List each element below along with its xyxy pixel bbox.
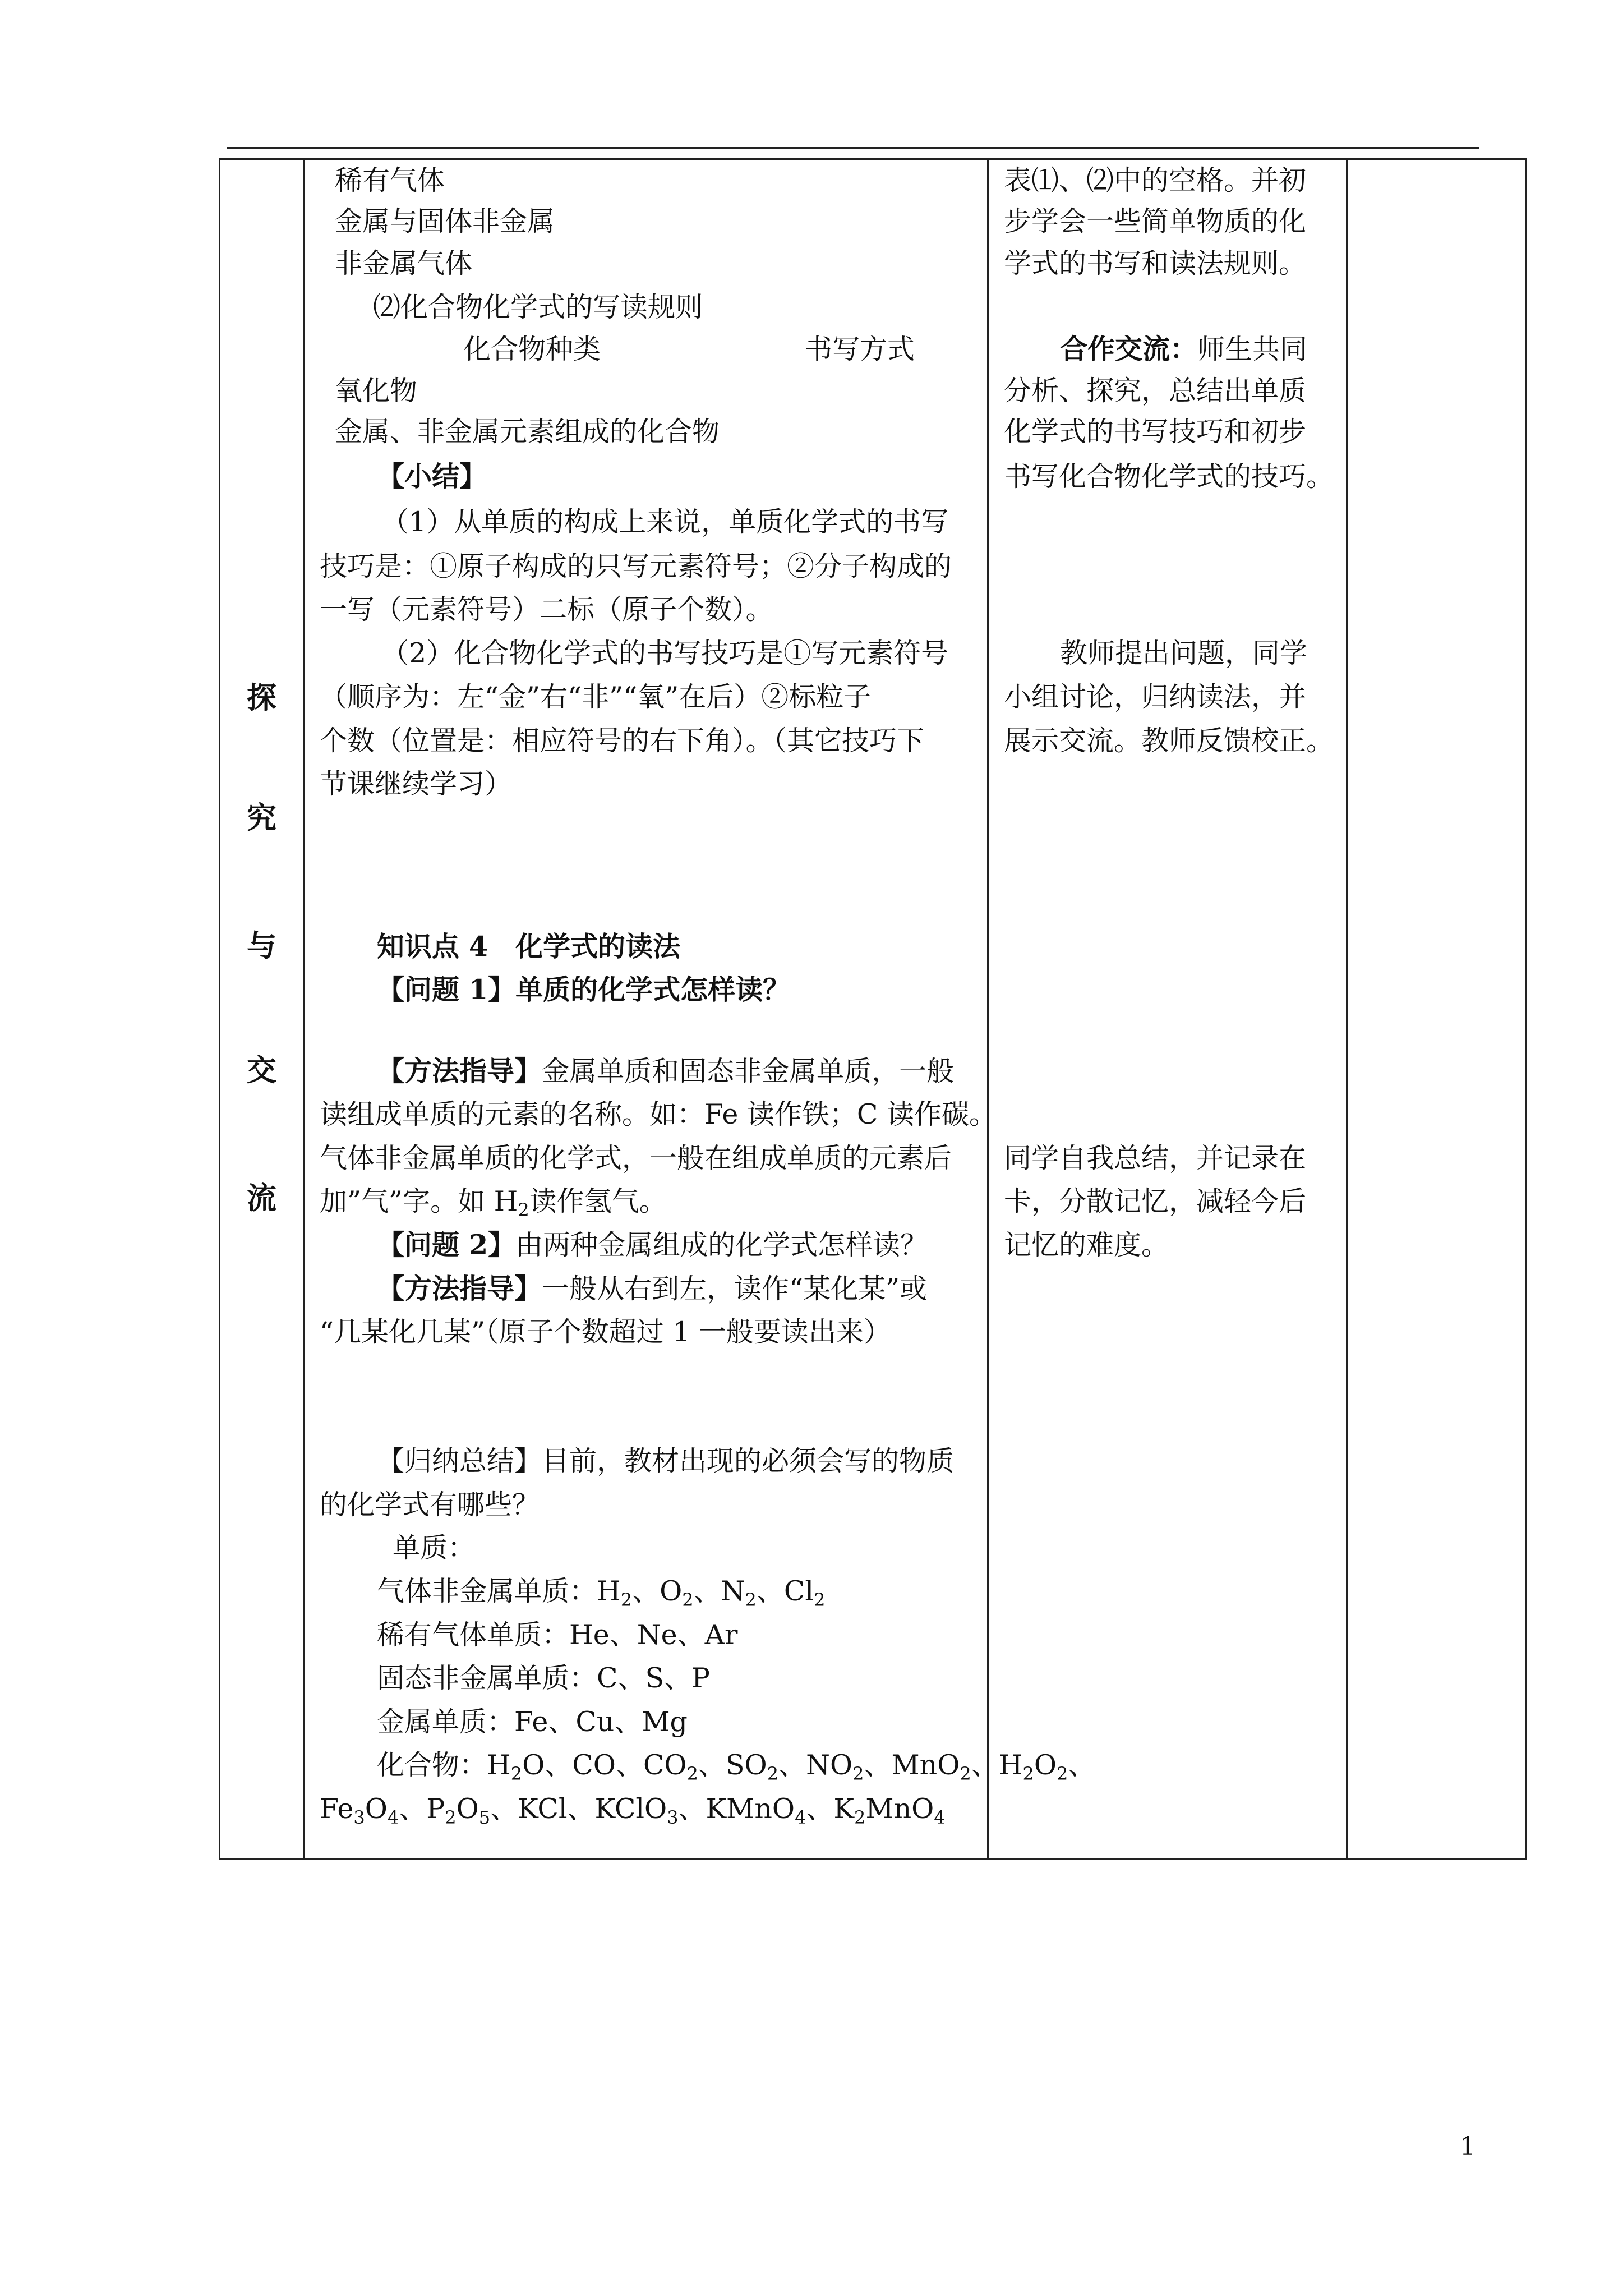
text-line: 化学式的书写技巧和初步 xyxy=(1004,416,1307,448)
text-line: ⑵化合物化学式的写读规则 xyxy=(373,291,703,323)
text-line: 一写（元素符号）二标（原子个数）。 xyxy=(320,593,773,625)
text-line: 书写化合物化学式的技巧。 xyxy=(1004,461,1334,493)
text-span: 化合物： xyxy=(377,1749,487,1781)
text-line: 金属单质：Fe、Cu、Mg xyxy=(377,1706,688,1738)
text-span: 加”气”字。如 H xyxy=(320,1185,518,1217)
text-line: 节课继续学习） xyxy=(320,768,513,800)
cooperation-label: 合作交流： xyxy=(1060,333,1198,365)
side-label-char: 探 xyxy=(247,680,276,715)
subscript: 2 xyxy=(518,1199,529,1221)
text-line: 非金属气体 xyxy=(335,247,473,279)
method-guide-2 xyxy=(377,1272,928,1305)
page-number: 1 xyxy=(1460,2132,1476,2161)
text-line: 步学会一些简单物质的化 xyxy=(1004,205,1307,237)
text-span: 一般从右到左，读作“某化某”或 xyxy=(542,1273,928,1305)
text-line xyxy=(320,1185,667,1221)
text-line: 氧化物 xyxy=(335,375,418,407)
text-span: 读作氢气。 xyxy=(529,1185,667,1217)
text-line: 小组讨论，归纳读法，并 xyxy=(1004,681,1307,713)
side-label-char: 与 xyxy=(247,928,276,963)
column-divider xyxy=(303,158,305,1860)
header-rule xyxy=(227,147,1479,149)
column-divider xyxy=(1346,158,1348,1860)
question-1: 【问题 1】单质的化学式怎样读？ xyxy=(377,973,791,1006)
text-line: 同学自我总结，并记录在 xyxy=(1004,1142,1307,1174)
text-line: 展示交流。教师反馈校正。 xyxy=(1004,725,1334,757)
side-label-char: 交 xyxy=(247,1053,276,1088)
text-line: 读组成单质的元素的名称。如：Fe 读作铁；C 读作碳。 xyxy=(320,1098,997,1130)
text-line: 记忆的难度。 xyxy=(1004,1229,1169,1261)
compound-list: 化合物：$H_2O$、CO、$CO_2$、$SO_2$、$NO_2$、MnO$_2$、$H_2O_2$、 xyxy=(377,1749,1096,1784)
text-line: 卡，分散记忆，减轻今后 xyxy=(1004,1185,1307,1217)
text-line: 技巧是：①原子构成的只写元素符号；②分子构成的 xyxy=(320,550,952,582)
text-line: 分析、探究，总结出单质 xyxy=(1004,375,1307,407)
text-span: 由两种金属组成的化学式怎样读？ xyxy=(515,1229,928,1261)
text-line: （2）化合物化学式的书写技巧是①写元素符号 xyxy=(381,637,949,669)
text-line: 固态非金属单质：C、S、P xyxy=(377,1662,711,1694)
table-header-compound-type: 化合物种类 xyxy=(463,333,601,365)
text-line: 【归纳总结】目前，教材出现的必须会写的物质 xyxy=(377,1445,955,1477)
column-divider xyxy=(987,158,989,1860)
text-span: 气体非金属单质： xyxy=(377,1575,597,1607)
knowledge-point-title: 知识点 4 化学式的读法 xyxy=(377,930,681,963)
text-line: 的化学式有哪些？ xyxy=(320,1489,540,1521)
text-line: 个数（位置是：相应符号的右下角）。（其它技巧下 xyxy=(320,725,925,757)
text-span: 师生共同 xyxy=(1197,333,1308,365)
compound-list-cont: $Fe_3O_4$、$P_2O_5$、KCl、KClO$_3$、KMnO$_4$、$K_2MnO_4$ xyxy=(320,1793,946,1828)
method-guide-label: 【方法指导】 xyxy=(377,1055,542,1087)
text-line: 单质： xyxy=(393,1532,476,1564)
method-guide-1 xyxy=(377,1057,954,1085)
summary-heading: 【小结】 xyxy=(377,460,487,493)
cooperation-line xyxy=(1060,335,1307,363)
gas-nonmetal-list: 气体非金属单质：$H_2$、$O_2$、$N_2$、$Cl_2$ xyxy=(377,1575,826,1611)
text-line: 稀有气体 xyxy=(335,164,445,196)
table-header-writing-method: 书写方式 xyxy=(805,333,915,365)
question-2 xyxy=(377,1228,928,1261)
text-line: 金属、非金属元素组成的化合物 xyxy=(335,416,720,448)
text-line: 表⑴、⑵中的空格。并初 xyxy=(1004,164,1307,196)
text-line: 稀有气体单质：He、Ne、Ar xyxy=(377,1619,738,1651)
method-guide-label: 【方法指导】 xyxy=(377,1272,542,1305)
text-line: 学式的书写和读法规则。 xyxy=(1004,247,1307,279)
text-line: （顺序为：左“金”右“非”“氧”在后）②标粒子 xyxy=(320,681,872,713)
text-span: 金属单质和固态非金属单质，一般 xyxy=(542,1055,955,1087)
side-label-char: 流 xyxy=(247,1181,276,1216)
text-line: 气体非金属单质的化学式，一般在组成单质的元素后 xyxy=(320,1142,952,1174)
text-line: 金属与固体非金属 xyxy=(335,205,555,237)
text-line: “几某化几某”（原子个数超过 1 一般要读出来） xyxy=(320,1316,891,1348)
text-line: （1）从单质的构成上来说，单质化学式的书写 xyxy=(381,506,949,538)
side-label-char: 究 xyxy=(247,800,276,835)
text-line: 教师提出问题，同学 xyxy=(1060,637,1308,669)
question-label: 【问题 2】 xyxy=(377,1228,516,1261)
